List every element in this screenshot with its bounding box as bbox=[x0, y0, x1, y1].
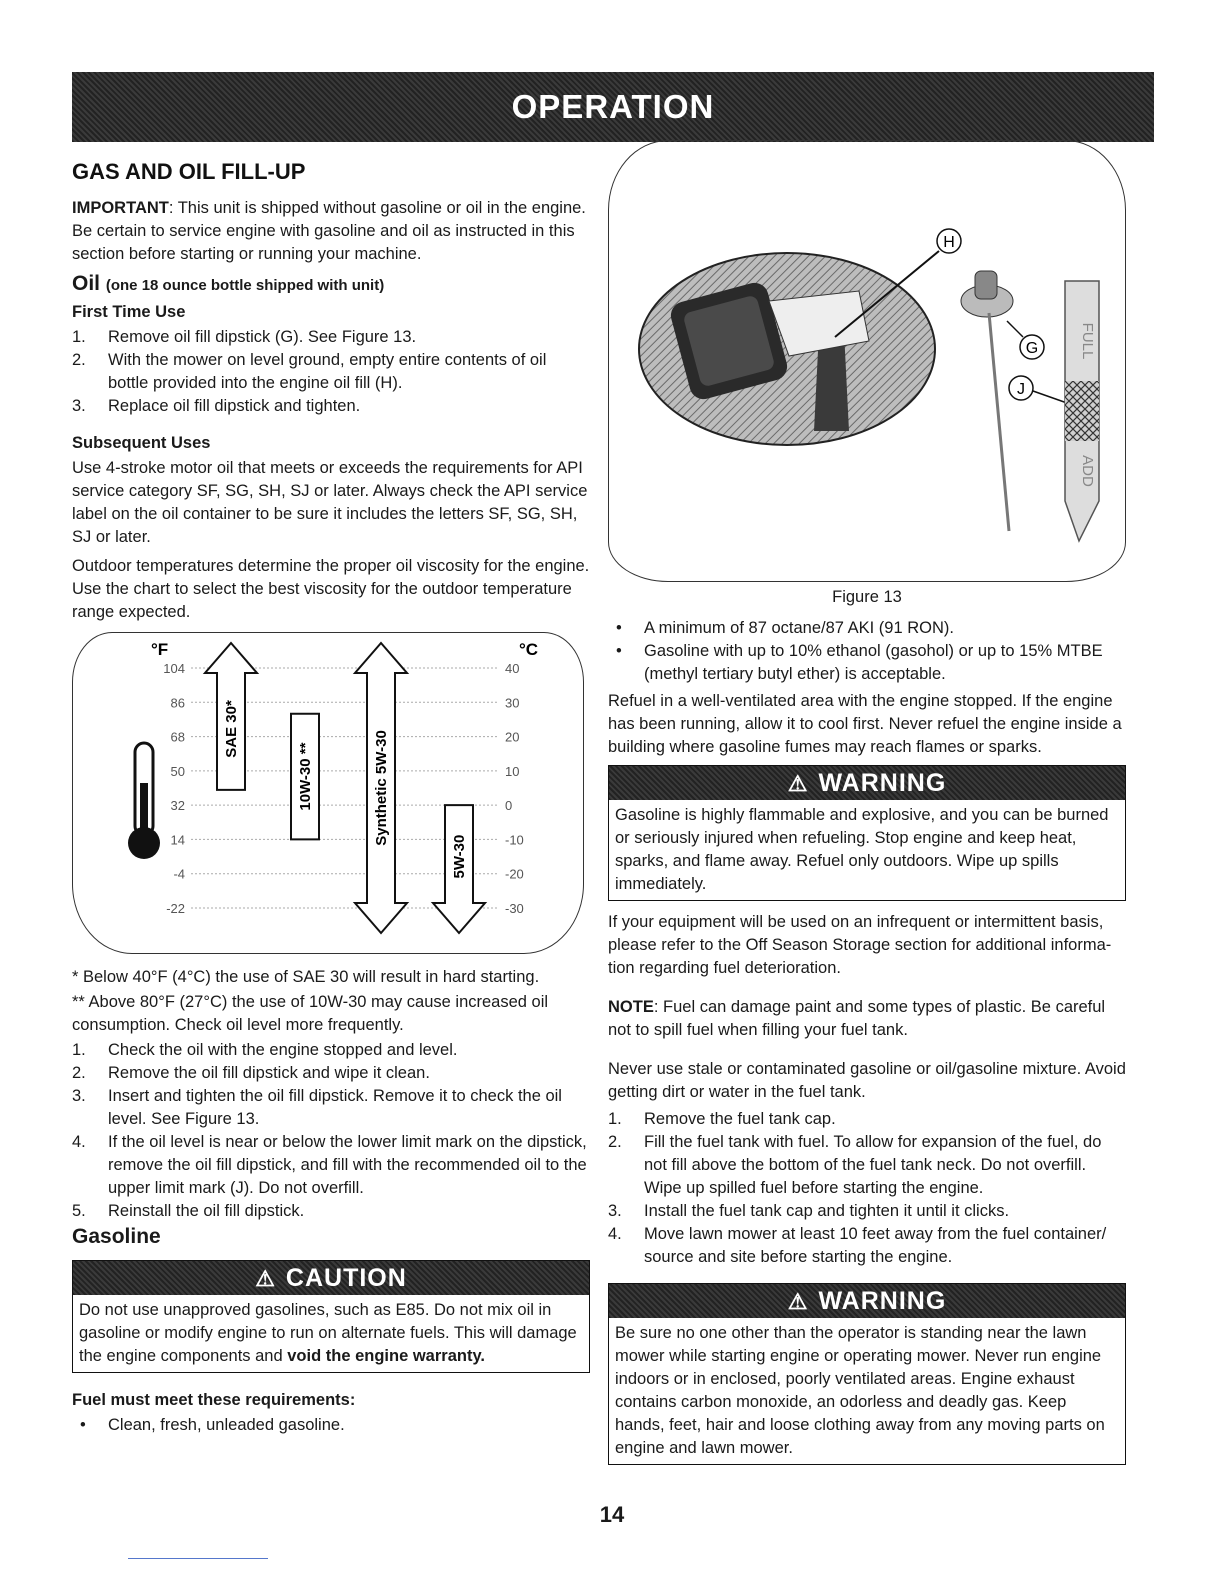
fahrenheit-tick: -22 bbox=[166, 901, 185, 916]
subsequent-paragraph-2: Outdoor temperatures determine the proper oil viscosity for the engine. Use the chart to select the best viscosity for the outdoor temperature range expected. bbox=[72, 557, 590, 621]
thermometer-bulb bbox=[128, 827, 160, 859]
list-number: 3. bbox=[608, 1202, 622, 1220]
list-number: 2. bbox=[72, 351, 86, 369]
fuel-requirements-list bbox=[72, 1414, 590, 1437]
list-text: If the oil level is near or below the lower limit mark on the dipstick, remove the oil fill dipstick, and fill with the recommended oil to the upper limit mark (J). Do not overfill. bbox=[108, 1133, 587, 1197]
list-text: Fill the fuel tank with fuel. To allow for expansion of the fuel, do not fill above the bottom of the fuel tank neck. Do not overfill. Wipe up spilled fuel before starting the engine. bbox=[644, 1133, 1102, 1197]
caution-header: ⚠ CAUTION bbox=[73, 1261, 589, 1295]
list-item bbox=[72, 349, 590, 395]
list-text: Install the fuel tank cap and tighten it until it clicks. bbox=[644, 1202, 1010, 1220]
list-item: • A minimum of 87 octane/87 AKI (91 RON). bbox=[608, 617, 1126, 640]
list-item: • Gasoline with up to 10% ethanol (gasohol) or up to 15% MTBE (methyl tertiary butyl ether) is acceptable. bbox=[608, 640, 1126, 686]
warning-body-2: Be sure no one other than the operator is standing near the lawn mower while starting engine or operating mower. Never run engine indoors or in enclosed, poorly ventilated areas. Engine exhaust contains carbon monoxide, an odorless and deadly gas. Keep hands, feet, hair and loose clothing away from any moving parts on engine and lawn mower. bbox=[615, 1324, 1105, 1457]
list-item bbox=[72, 395, 590, 418]
list-text: Insert and tighten the oil fill dipstick. Remove it to check the oil level. See Figure 13. bbox=[108, 1087, 562, 1128]
section-heading: GAS AND OIL FILL-UP bbox=[72, 159, 306, 184]
stale-fuel-paragraph: Never use stale or contaminated gasoline or oil/gasoline mixture. Avoid getting dirt or water in the fuel tank. bbox=[608, 1060, 1126, 1101]
celsius-unit-label: °C bbox=[519, 640, 539, 659]
list-number: 3. bbox=[72, 397, 86, 415]
fuel-fill-steps bbox=[608, 1108, 1126, 1269]
footnote-10w30: ** Above 80°F (27°C) the use of 10W-30 may cause increased oil consumption. Check oil level more frequently. bbox=[72, 993, 549, 1034]
celsius-tick: -30 bbox=[505, 901, 524, 916]
gasoline-bullets bbox=[608, 617, 1126, 686]
dipstick-add-label: ADD bbox=[1079, 455, 1096, 487]
fahrenheit-tick: 86 bbox=[170, 695, 185, 711]
refuel-paragraph: Refuel in a well-ventilated area with the engine stopped. If the engine has been running, allow it to cool first. Never refuel the engine inside a building where gasoline fumes may reach flames or sparks. bbox=[608, 692, 1122, 756]
warning-triangle-icon: ⚠ bbox=[255, 1265, 276, 1291]
list-item bbox=[72, 1085, 590, 1131]
warning-box-2 bbox=[608, 1283, 1126, 1465]
list-item bbox=[608, 1108, 1126, 1131]
caution-body: Do not use unapproved gasolines, such as E85. Do not mix oil in gasoline or modify engine to run on alternate fuels. This will damage the engine components and void the engine warranty. bbox=[79, 1301, 577, 1365]
fahrenheit-tick: 32 bbox=[170, 798, 185, 814]
callout-h-label: H bbox=[943, 234, 955, 251]
dipstick-full-label: FULL bbox=[1079, 322, 1096, 360]
celsius-tick: 0 bbox=[505, 798, 513, 814]
list-item bbox=[608, 1223, 1126, 1269]
list-number: 2. bbox=[608, 1133, 622, 1151]
fuel-requirements-heading: Fuel must meet these requirements: bbox=[72, 1391, 356, 1409]
fahrenheit-tick: 14 bbox=[170, 832, 185, 848]
list-text: Remove the oil fill dipstick and wipe it clean. bbox=[108, 1064, 430, 1082]
callout-g-label: G bbox=[1025, 340, 1039, 357]
list-item bbox=[72, 1200, 590, 1223]
list-number: 5. bbox=[72, 1202, 86, 1220]
fahrenheit-tick: 68 bbox=[170, 729, 185, 745]
gasoline-heading: Gasoline bbox=[72, 1225, 161, 1248]
celsius-tick: 10 bbox=[505, 763, 520, 779]
warning-box-1 bbox=[608, 765, 1126, 901]
check-oil-steps bbox=[72, 1039, 590, 1223]
viscosity-range-label: 5W-30 bbox=[451, 834, 468, 879]
list-number: 1. bbox=[608, 1110, 622, 1128]
note-paragraph: NOTE: Fuel can damage paint and some types of plastic. Be careful not to spill fuel when filling your fuel tank. bbox=[608, 998, 1106, 1039]
celsius-tick: -20 bbox=[505, 866, 524, 882]
list-item bbox=[72, 1062, 590, 1085]
list-number: 1. bbox=[72, 328, 86, 346]
list-text: Remove oil fill dipstick (G). See Figure 13. bbox=[108, 328, 417, 346]
celsius-tick: -10 bbox=[505, 832, 524, 848]
list-item bbox=[72, 1039, 590, 1062]
list-text: Remove the fuel tank cap. bbox=[644, 1110, 836, 1128]
list-item bbox=[608, 1200, 1126, 1223]
warning-triangle-icon: ⚠ bbox=[787, 1288, 809, 1314]
left-column bbox=[72, 156, 590, 1443]
list-text: Check the oil with the engine stopped and level. bbox=[108, 1041, 458, 1059]
storage-paragraph: If your equipment will be used on an infrequent or intermittent basis, please refer to the Off Season Storage section for additional informa-tion regarding fuel deterioration. bbox=[608, 913, 1112, 977]
list-text: Replace oil fill dipstick and tighten. bbox=[108, 397, 361, 415]
list-item bbox=[72, 1131, 590, 1200]
dipstick-illustration-svg bbox=[609, 141, 1125, 581]
viscosity-range-label: SAE 30* bbox=[223, 700, 240, 758]
list-text: With the mower on level ground, empty entire contents of oil bottle provided into the engine oil fill (H). bbox=[108, 351, 547, 392]
fahrenheit-tick: 104 bbox=[163, 661, 185, 676]
warning-header-2: ⚠ WARNING bbox=[609, 1284, 1125, 1318]
celsius-tick: 20 bbox=[505, 729, 520, 745]
list-item: • Clean, fresh, unleaded gasoline. bbox=[72, 1414, 590, 1437]
list-number: 3. bbox=[72, 1087, 86, 1105]
dipstick-rod bbox=[989, 313, 1009, 531]
first-time-steps bbox=[72, 326, 590, 418]
list-number: 2. bbox=[72, 1064, 86, 1082]
first-time-heading: First Time Use bbox=[72, 303, 186, 321]
list-item bbox=[72, 326, 590, 349]
fahrenheit-unit-label: °F bbox=[151, 640, 169, 659]
warning-triangle-icon: ⚠ bbox=[787, 770, 809, 796]
oil-viscosity-chart bbox=[72, 632, 584, 954]
right-column bbox=[608, 140, 1126, 1475]
fahrenheit-tick: 50 bbox=[170, 763, 185, 779]
viscosity-chart-svg bbox=[73, 633, 583, 953]
celsius-tick: 30 bbox=[505, 695, 520, 711]
list-number: 1. bbox=[72, 1041, 86, 1059]
list-number: 4. bbox=[72, 1133, 86, 1151]
footer-line bbox=[128, 1558, 268, 1559]
banner-title: OPERATION bbox=[511, 88, 715, 125]
fahrenheit-tick: -4 bbox=[173, 866, 185, 882]
oil-heading: Oil (one 18 ounce bottle shipped with unit) bbox=[72, 272, 385, 295]
subsequent-heading: Subsequent Uses bbox=[72, 434, 211, 452]
list-number: 4. bbox=[608, 1225, 622, 1243]
important-paragraph: IMPORTANT: This unit is shipped without gasoline or oil in the engine. Be certain to service engine with gasoline and oil as instructed in this section before starting or running your machine. bbox=[72, 199, 586, 263]
viscosity-range-label: Synthetic 5W-30 bbox=[373, 730, 390, 846]
subsequent-paragraph-1: Use 4-stroke motor oil that meets or exceeds the requirements for API service category SF, SG, SH, SJ or later. Always check the API service label on the oil container to be sure it includes the letters SF, SG, SH, SJ or later. bbox=[72, 459, 588, 546]
figure-13-illustration bbox=[608, 140, 1126, 582]
list-item bbox=[608, 1131, 1126, 1200]
caution-box bbox=[72, 1260, 590, 1373]
page-number: 14 bbox=[599, 1502, 625, 1527]
figure-caption: Figure 13 bbox=[832, 588, 902, 606]
warning-header-1: ⚠ WARNING bbox=[609, 766, 1125, 800]
viscosity-range-label: 10W-30 ** bbox=[297, 742, 314, 811]
dipstick-crosshatch-zone bbox=[1065, 381, 1099, 441]
footnote-sae30: * Below 40°F (4°C) the use of SAE 30 will result in hard starting. bbox=[72, 968, 540, 986]
warning-body-1: Gasoline is highly flammable and explosive, and you can be burned or seriously injured when refueling. Stop engine and keep heat, sparks, and flame away. Refuel only outdoors. Wipe up spills immediately. bbox=[615, 806, 1109, 893]
section-banner bbox=[72, 72, 1154, 142]
celsius-tick: 40 bbox=[505, 661, 520, 676]
callout-j-label: J bbox=[1017, 381, 1025, 398]
list-text: Reinstall the oil fill dipstick. bbox=[108, 1202, 305, 1220]
list-text: Move lawn mower at least 10 feet away from the fuel container/ source and site before starting the engine. bbox=[644, 1225, 1107, 1266]
